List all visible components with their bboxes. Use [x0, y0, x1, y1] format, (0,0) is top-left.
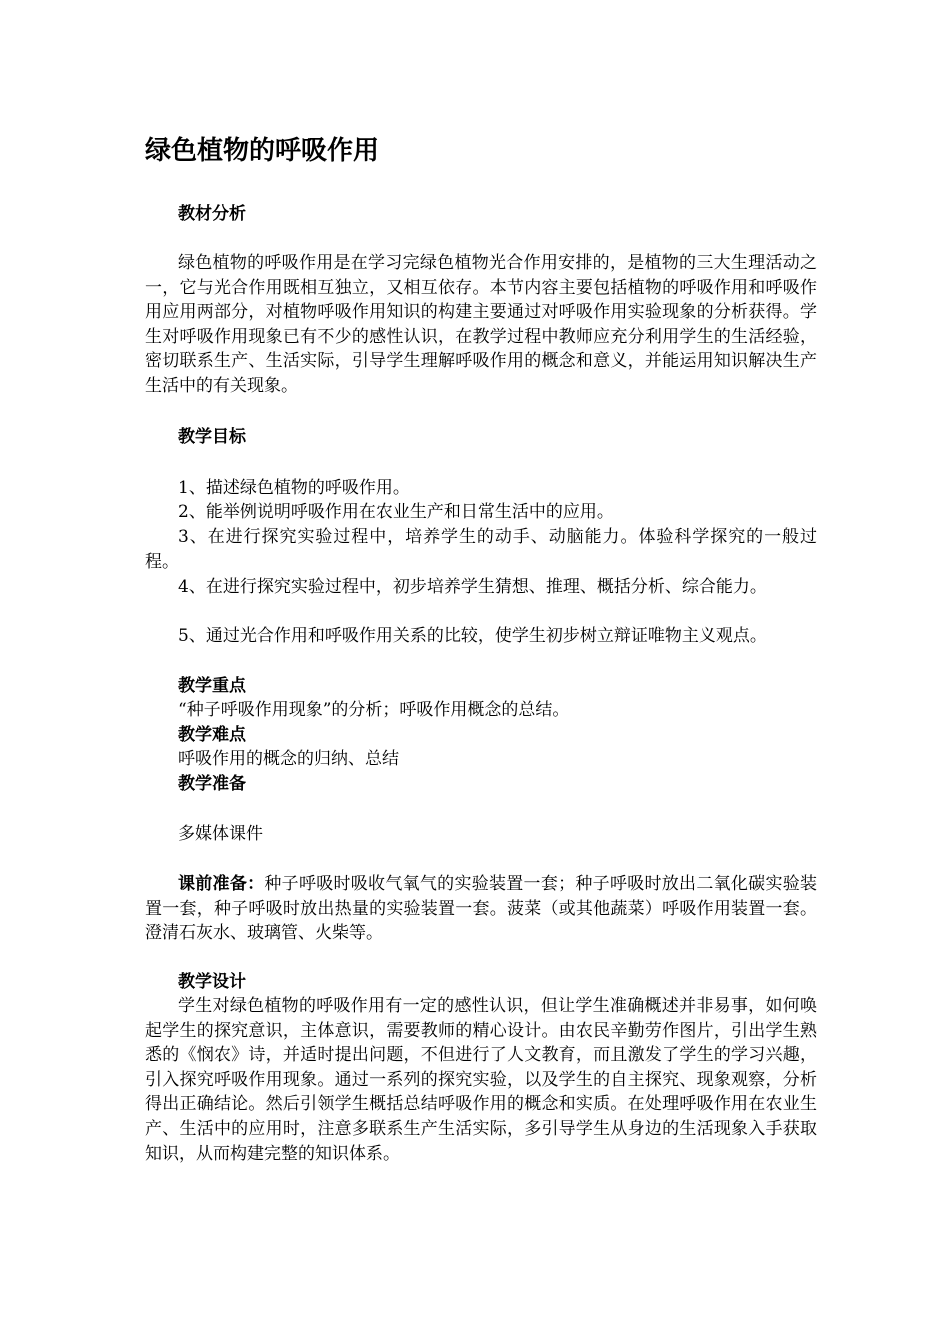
heading-preparation: 教学准备: [178, 774, 246, 794]
pre-class-label: 课前准备：: [178, 874, 265, 894]
heading-objectives: 教学目标: [178, 427, 246, 447]
objective-item-1: 1、描述绿色植物的呼吸作用。: [178, 478, 410, 498]
objective-item-5: 5、通过光合作用和呼吸作用关系的比较，使学生初步树立辩证唯物主义观点。: [178, 626, 767, 646]
pre-class-text: 种子呼吸时吸收气氧气的实验装置一套；种子呼吸时放出二氧化碳实验装置一套，种子呼吸时放出热量的实验装置一套。菠菜（或其他蔬菜）呼吸作用装置一套。澄清石灰水、玻璃管、火柴等。: [145, 874, 818, 944]
preparation-text: 多媒体课件: [178, 824, 263, 844]
heading-difficulty: 教学难点: [178, 725, 246, 745]
paragraph-material-analysis: 绿色植物的呼吸作用是在学习完绿色植物光合作用安排的，是植物的三大生理活动之一，它与光合作用既相互独立，又相互依存。本节内容主要包括植物的呼吸作用和呼吸作用应用两部分，对植物呼吸作用知识的构建主要通过对呼吸作用实验现象的分析获得。学生对呼吸作用现象已有不少的感性认识，在教学过程中教师应充分利用学生的生活经验，密切联系生产、生活实际，引导学生理解呼吸作用的概念和意义，并能运用知识解决生产生活中的有关现象。: [145, 253, 817, 396]
objective-item-4: 4、在进行探究实验过程中，初步培养学生猜想、推理、概括分析、综合能力。: [178, 577, 767, 597]
heading-key-point: 教学重点: [178, 676, 246, 696]
key-point-text: “种子呼吸作用现象”的分析；呼吸作用概念的总结。: [178, 700, 570, 720]
heading-material-analysis: 教材分析: [178, 204, 246, 224]
paragraph-pre-class: [145, 872, 817, 946]
heading-design: 教学设计: [178, 972, 246, 992]
objective-item-3: 3、在进行探究实验过程中，培养学生的动手、动脑能力。体验科学探究的一般过程。: [145, 527, 817, 572]
difficulty-text: 呼吸作用的概念的归纳、总结: [178, 749, 399, 769]
paragraph-design: 学生对绿色植物的呼吸作用有一定的感性认识，但让学生准确概述并非易事，如何唤起学生的探究意识，主体意识，需要教师的精心设计。由农民辛勤劳作图片，引出学生熟悉的《悯农》诗，并适时提出问题，不但进行了人文教育，而且激发了学生的学习兴趣，引入探究呼吸作用现象。通过一系列的探究实验，以及学生的自主探究、现象观察，分析得出正确结论。然后引领学生概括总结呼吸作用的概念和实质。在处理呼吸作用在农业生产、生活中的应用时，注意多联系生产生活实际，多引导学生从身边的生活现象入手获取知识，从而构建完整的知识体系。: [145, 996, 817, 1164]
page-title: 绿色植物的呼吸作用: [145, 136, 380, 166]
objective-item-2: 2、能举例说明呼吸作用在农业生产和日常生活中的应用。: [178, 502, 614, 522]
